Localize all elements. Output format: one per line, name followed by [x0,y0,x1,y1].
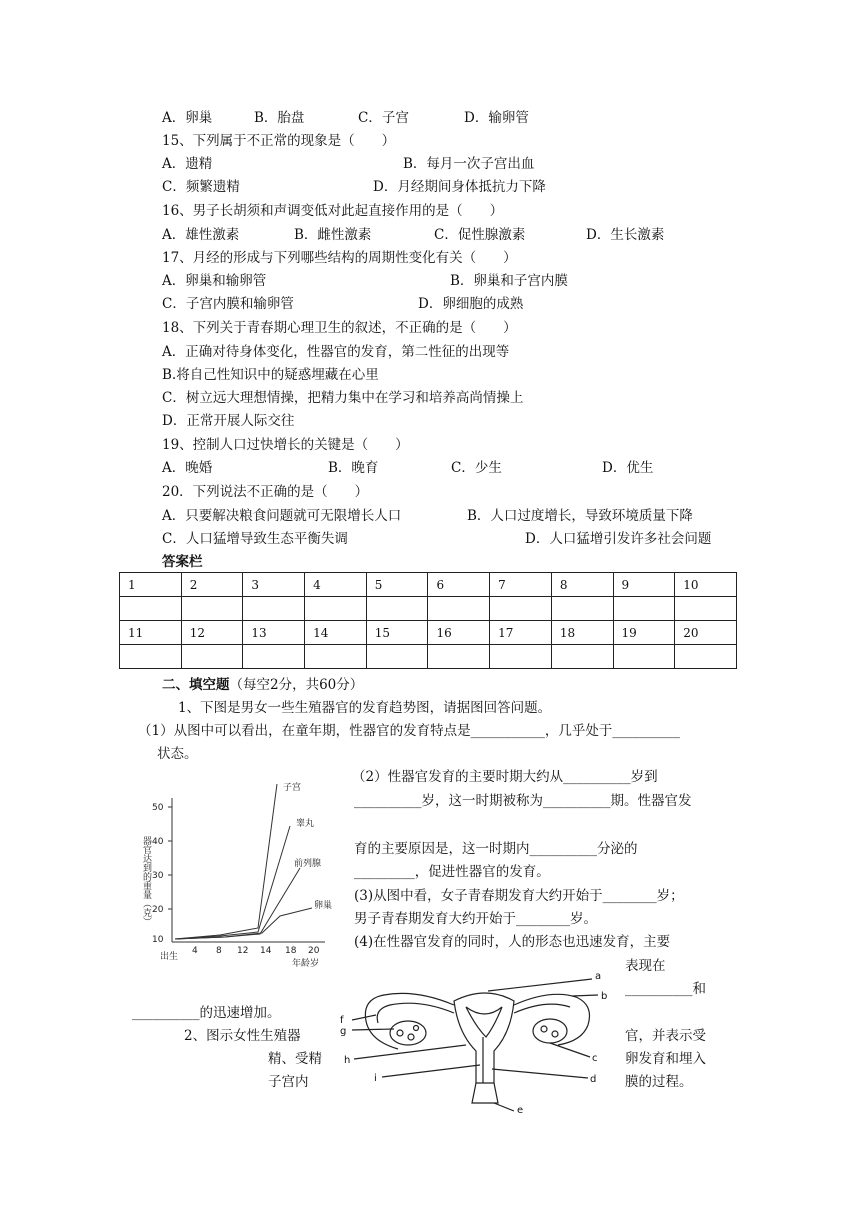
answer-blank-cell[interactable] [243,597,305,621]
answer-number-cell: 8 [551,573,613,597]
answer-blank-cell[interactable] [366,597,428,621]
ovarian-follicle [408,1034,414,1040]
q18-stem: 18、下列关于青春期心理卫生的叙述，不正确的是（ ） [162,320,517,336]
leader-line-d [492,1069,588,1078]
q17-option-a: A．卵巢和输卵管 [162,273,267,289]
leader-line-h [354,1045,466,1059]
q16-option-d: D．生长激素 [586,227,665,243]
q15-stem: 15、下列属于不正常的现象是（ ） [162,133,396,149]
chart-x-tick-label: 8 [216,946,222,956]
answer-number-cell: 3 [243,573,305,597]
q14-option-a: A．卵巢 [162,110,213,126]
chart-y-tick-label: 10 [152,935,164,945]
answer-number-cell: 9 [613,573,675,597]
q20-option-d: D．人口猛增引发许多社会问题 [525,531,712,547]
testis-curve [175,826,290,939]
answer-blank-cell[interactable] [675,597,737,621]
ovarian-follicle [541,1026,547,1032]
organ-growth-chart [140,770,340,970]
series-label-uterus: 子宫 [283,783,302,793]
answer-blank-cell[interactable] [428,597,490,621]
answer-blank-cell[interactable] [366,645,428,669]
ovary-curve [175,908,312,939]
p2-right-line3: 膜的过程。 [625,1074,693,1090]
label-h: h [344,1055,351,1066]
q20-option-c: C．人口猛增导致生态平衡失调 [162,531,348,547]
answer-table-number-row [120,573,737,597]
q19-option-b: B．晚育 [328,460,379,476]
q17-option-b: B．卵巢和子宫内膜 [450,273,568,289]
q14-option-d: D．输卵管 [464,110,529,126]
p1-q4-line3: __________和 [625,981,706,997]
label-b: b [601,991,608,1002]
answer-number-cell: 15 [366,621,428,645]
answer-blank-cell[interactable] [305,645,367,669]
answer-blank-cell[interactable] [181,645,243,669]
label-e: e [517,1105,524,1113]
answer-table-blank-row [120,645,737,669]
q15-option-b: B．每月一次子宫出血 [403,156,535,172]
right-fallopian-tube [514,994,590,1045]
q17-option-c: C．子宫内膜和输卵管 [162,296,294,312]
ovarian-follicle [397,1030,403,1036]
q15-option-d: D．月经期间身体抵抗力下降 [373,179,546,195]
leader-line-g [352,1029,394,1030]
leader-line-i [382,1065,480,1077]
answer-blank-cell[interactable] [613,597,675,621]
answer-box-title: 答案栏 [162,554,203,570]
q19-option-c: C．少生 [451,460,502,476]
answer-blank-cell[interactable] [490,597,552,621]
q15-option-c: C．频繁遗精 [162,179,240,195]
p1-q2-line1: （2）性器官发育的主要时期大约从__________岁到 [352,769,658,785]
p2-right-line2: 卵发育和埋入 [625,1051,706,1067]
answer-number-cell: 18 [551,621,613,645]
series-label-prostate: 前列腺 [294,859,322,869]
leader-line-a [488,979,592,991]
uterus-curve [175,784,277,939]
chart-origin-label: 出生 [160,952,179,962]
answer-blank-cell[interactable] [675,645,737,669]
uterus-outline [454,993,514,1083]
p1-q4-line1: (4)在性器官发育的同时，人的形态也迅速发育，主要 [354,934,671,950]
answer-number-cell: 6 [428,573,490,597]
q16-option-b: B．雌性激素 [294,227,372,243]
q19-option-d: D．优生 [602,460,654,476]
leader-line-e [494,1103,514,1111]
p1-q2-line2: __________岁，这一时期被称为__________期。性器官发 [354,793,692,809]
label-i: i [374,1073,377,1084]
chart-x-tick-label: 18 [285,946,297,956]
q17-option-d: D．卵细胞的成熟 [418,296,524,312]
p1-q1-line1: （1）从图中可以看出，在童年期，性器官的发育特点是___________，几乎处于__________ [138,723,680,739]
series-label-ovary: 卵巢 [314,901,333,911]
q16-stem: 16、男子长胡须和声调变低对此起直接作用的是（ ） [162,203,504,219]
section-2-title: 二、填空题 [162,677,230,693]
ovarian-follicle [414,1026,419,1031]
section-2-note: （每空2分，共60分） [229,677,364,693]
answer-number-cell: 13 [243,621,305,645]
q18-option-c: C．树立远大理想情操，把精力集中在学习和培养高尚情操上 [162,390,524,406]
answer-number-cell: 14 [305,621,367,645]
right-tube-inner [514,1004,570,1013]
answer-number-cell: 1 [120,573,182,597]
chart-x-tick-label: 14 [260,946,272,956]
uterine-cavity [466,1007,502,1037]
p1-q1-line2: 状态。 [157,746,198,762]
answer-number-cell: 10 [675,573,737,597]
answer-number-cell: 19 [613,621,675,645]
label-a: a [595,971,602,982]
p1-stem: 1、下图是男女一些生殖器官的发育趋势图，请据图回答问题。 [178,700,552,716]
chart-x-label: 年龄岁 [292,959,320,969]
p2-left-line2: 精、受精 [268,1051,322,1067]
q18-option-a: A．正确对待身体变化，性器官的发育，第二性征的出现等 [162,344,510,360]
answer-blank-cell[interactable] [305,597,367,621]
chart-y-tick-label: 20 [152,905,164,915]
q18-option-b: B.将自己性知识中的疑惑埋藏在心里 [162,367,379,383]
q20-option-a: A．只要解决粮食问题就可无限增长人口 [162,508,402,524]
q19-option-a: A．晚婚 [162,460,213,476]
right-ovary [533,1019,567,1043]
answer-number-cell: 5 [366,573,428,597]
q19-stem: 19、控制人口过快增长的关键是（ ） [162,437,409,453]
answer-number-cell: 2 [181,573,243,597]
q15-option-a: A．遗精 [162,156,213,172]
p2-left-line1: 2、图示女性生殖器 [184,1028,301,1044]
answer-blank-cell[interactable] [551,645,613,669]
leader-line-c [550,1043,590,1057]
answer-table [119,572,737,669]
answer-number-cell: 20 [675,621,737,645]
q14-option-b: B．胎盘 [254,110,305,126]
vagina-outline [472,1083,498,1103]
female-reproductive-diagram [336,965,616,1113]
chart-x-tick-label: 20 [308,946,320,956]
ovarian-follicle [552,1031,558,1037]
answer-blank-cell[interactable] [551,597,613,621]
answer-number-cell: 12 [181,621,243,645]
q18-option-d: D．正常开展人际交往 [162,413,295,429]
answer-number-cell: 16 [428,621,490,645]
answer-number-cell: 4 [305,573,367,597]
answer-number-cell: 17 [490,621,552,645]
label-d: d [590,1074,597,1085]
answer-blank-cell[interactable] [120,597,182,621]
chart-x-tick-label: 4 [192,946,198,956]
prostate-curve [175,868,300,939]
answer-number-cell: 11 [120,621,182,645]
label-g: g [340,1026,347,1037]
chart-y-tick-label: 40 [152,837,164,847]
q20-option-b: B．人口过度增长，导致环境质量下降 [467,508,693,524]
label-f: f [340,1015,344,1026]
p2-left-line3: 子宫内 [268,1074,309,1090]
q16-option-c: C．促性腺激素 [434,227,526,243]
chart-y-tick-label: 30 [152,871,164,881]
answer-blank-cell[interactable] [243,645,305,669]
answer-blank-cell[interactable] [181,597,243,621]
chart-y-tick-label: 50 [152,803,164,813]
q16-option-a: A．雄性激素 [162,227,240,243]
p1-q3-line2: 男子青春期发育大约开始于________岁。 [354,911,597,927]
p2-right-line1: 官，并表示受 [625,1028,706,1044]
p1-q2-line3: 育的主要原因是，这一时期内__________分泌的 [354,841,638,857]
left-ovary [390,1021,426,1045]
leader-line-f [352,1015,376,1020]
answer-table-blank-row [120,597,737,621]
answer-number-cell: 7 [490,573,552,597]
answer-blank-cell[interactable] [120,645,182,669]
answer-blank-cell[interactable] [490,645,552,669]
leader-line-b [572,995,598,996]
answer-blank-cell[interactable] [613,645,675,669]
label-c: c [592,1053,598,1064]
chart-x-tick-label: 12 [237,946,249,956]
q17-stem: 17、月经的形成与下列哪些结构的周期性变化有关（ ） [162,250,517,266]
p1-q2-line4: _________，促进性器官的发育。 [354,864,550,880]
q14-option-c: C．子宫 [358,110,409,126]
answer-blank-cell[interactable] [428,645,490,669]
section-2-heading [162,676,363,694]
series-label-testis: 睾丸 [296,819,315,829]
left-tube-inner [377,1003,454,1023]
q20-stem: 20．下列说法不正确的是（ ） [162,484,369,500]
p1-q4-line4: __________的迅速增加。 [132,1005,281,1021]
answer-table-number-row [120,621,737,645]
chart-y-label: 器官达到的重量（克） [141,836,151,926]
p1-q4-line2: 表现在 [625,958,666,974]
p1-q3-line1: (3)从图中看，女子青春期发育大约开始于________岁； [354,888,684,904]
